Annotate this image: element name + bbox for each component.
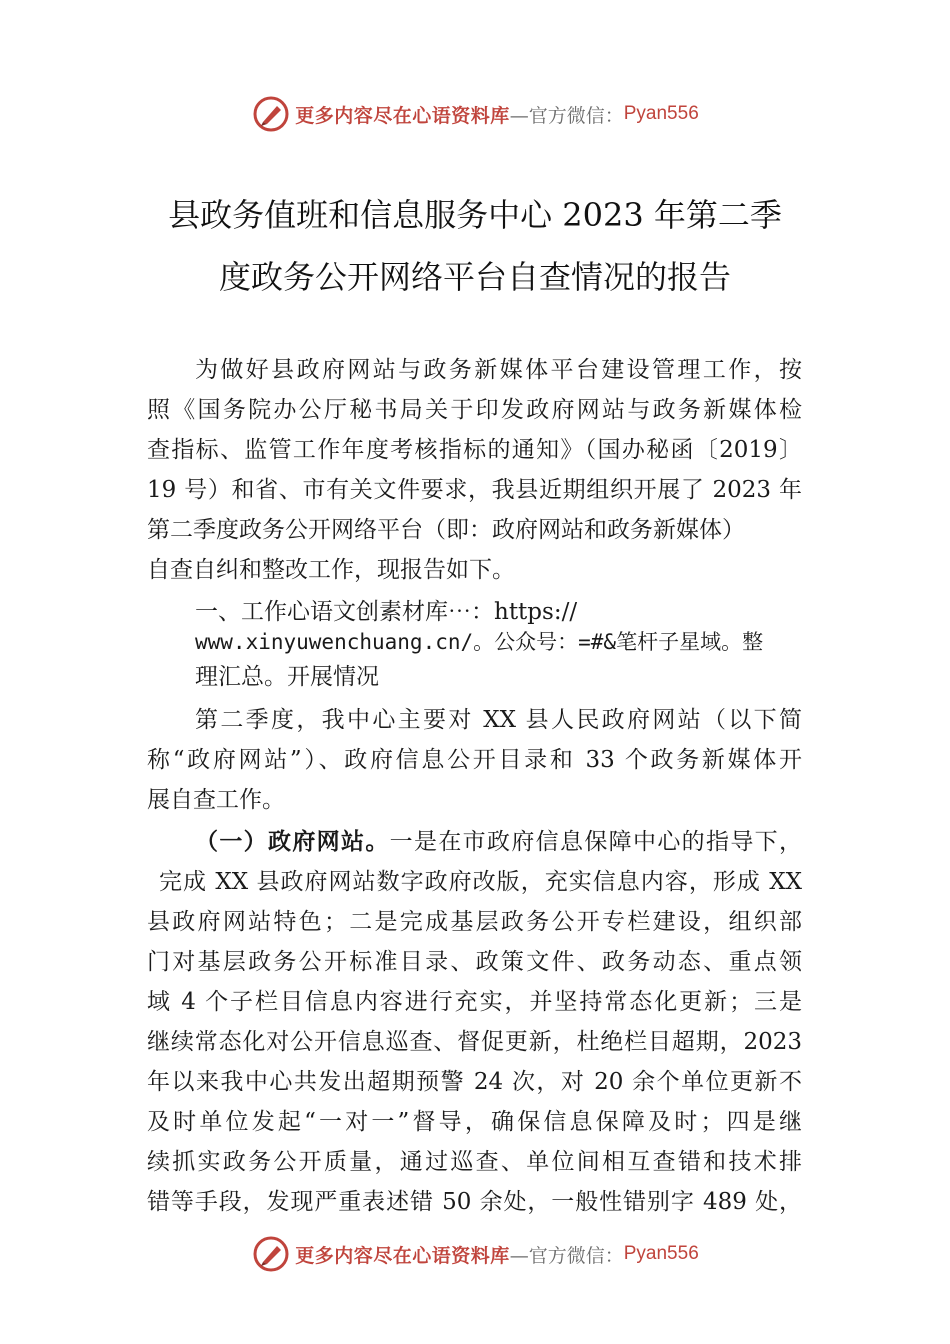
paragraph-line bbox=[195, 823, 802, 856]
paragraph-line: 年以来我中心共发出超期预警 24 次，对 20 余个单位更新不 bbox=[147, 1069, 802, 1095]
paragraph-line: 第二季度政务公开网络平台（即：政府网站和政务新媒体） bbox=[147, 517, 745, 543]
paragraph-line: 19 号）和省、市有关文件要求，我县近期组织开展了 2023 年 bbox=[147, 477, 802, 503]
subsection-heading: （一）政府网站。 bbox=[195, 828, 390, 855]
section-heading-line: 理汇总。开展情况 bbox=[195, 664, 379, 690]
paragraph-line: 县政府网站特色；二是完成基层政务公开专栏建设，组织部 bbox=[147, 909, 802, 935]
paragraph-line: 门对基层政务公开标准目录、政策文件、政务动态、重点领 bbox=[147, 949, 802, 975]
paragraph-text: 一是在市政府信息保障中心的指导下， bbox=[389, 829, 803, 855]
section-heading-line bbox=[195, 593, 577, 626]
header-banner bbox=[0, 94, 950, 134]
pen-logo-icon bbox=[251, 1234, 291, 1274]
paragraph-line: 自查自纠和整改工作，现报告如下。 bbox=[147, 557, 515, 583]
paragraph-line: 续抓实政务公开质量，通过巡查、单位间相互查错和技术排 bbox=[147, 1149, 802, 1175]
section-heading-line: www.xinyuwenchuang.cn/。公众号：=#&笔杆子星域。整 bbox=[195, 630, 764, 654]
banner-wechat-id: Pyan556 bbox=[623, 103, 699, 124]
paragraph-line: 称“政府网站”）、政府信息公开目录和 33 个政务新媒体开 bbox=[147, 747, 802, 773]
footer-banner bbox=[0, 1234, 950, 1274]
banner-wechat-id: Pyan556 bbox=[623, 1243, 699, 1264]
paragraph-line: 完成 XX 县政府网站数字政府改版，充实信息内容，形成 XX bbox=[159, 869, 802, 895]
banner-red-text: 更多内容尽在心语资料库 bbox=[295, 104, 510, 127]
banner-gray-text: —官方微信： bbox=[509, 104, 624, 127]
title-line-2: 度政务公开网络平台自查情况的报告 bbox=[218, 258, 731, 296]
paragraph-line: 及时单位发起“一对一”督导，确保信息保障及时；四是继 bbox=[147, 1109, 802, 1135]
paragraph-line: 域 4 个子栏目信息内容进行充实，并坚持常态化更新；三是 bbox=[147, 989, 802, 1015]
paragraph-line: 查指标、监管工作年度考核指标的通知》（国办秘函〔2019〕 bbox=[147, 437, 802, 463]
document-title bbox=[120, 184, 830, 308]
paragraph-line: 为做好县政府网站与政务新媒体平台建设管理工作，按 bbox=[195, 357, 802, 383]
title-line-1: 县政务值班和信息服务中心 2023 年第二季 bbox=[168, 196, 782, 234]
section-heading-text: 一、工作心语文创素材库⋯：https:// bbox=[195, 599, 578, 625]
paragraph-line: 展自查工作。 bbox=[147, 787, 285, 813]
paragraph-line: 继续常态化对公开信息巡查、督促更新，杜绝栏目超期，2023 bbox=[147, 1029, 802, 1055]
banner-red-text: 更多内容尽在心语资料库 bbox=[295, 1244, 510, 1267]
paragraph-line: 照《国务院办公厅秘书局关于印发政府网站与政务新媒体检 bbox=[147, 397, 802, 423]
paragraph-line: 第二季度，我中心主要对 XX 县人民政府网站（以下简 bbox=[195, 707, 802, 733]
pen-logo-icon bbox=[251, 94, 291, 134]
paragraph-line: 错等手段，发现严重表述错 50 余处，一般性错别字 489 处， bbox=[147, 1189, 802, 1215]
banner-gray-text: —官方微信： bbox=[509, 1244, 624, 1267]
